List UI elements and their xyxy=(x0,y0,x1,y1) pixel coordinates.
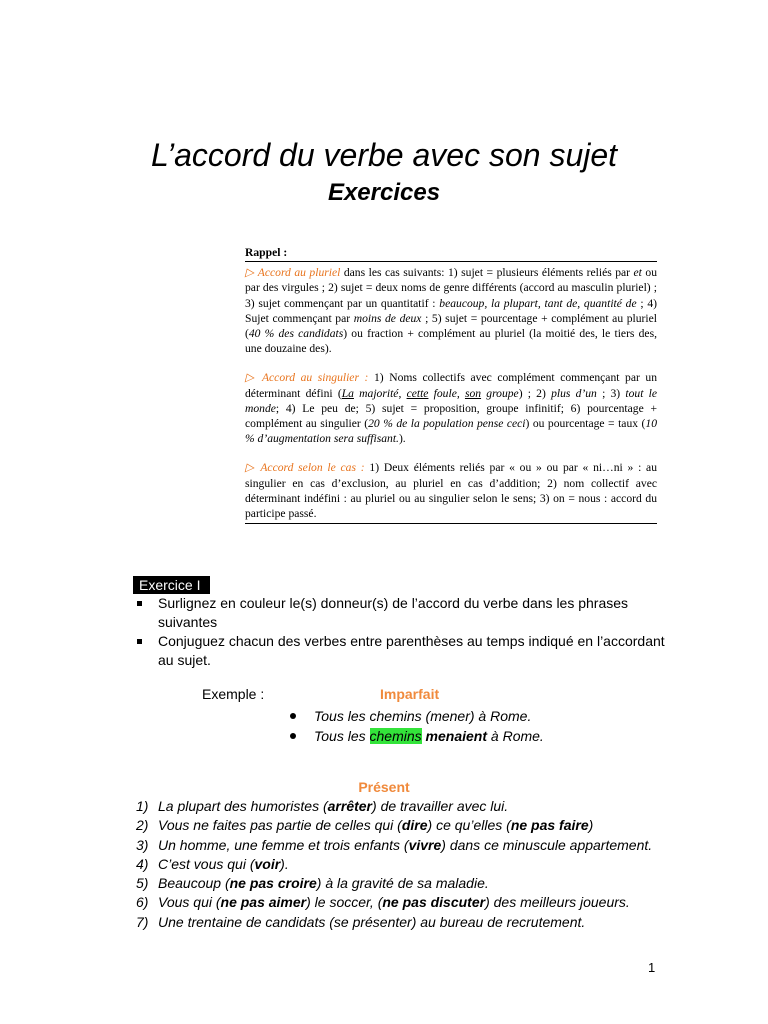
verb-prompt: ne pas discuter xyxy=(382,894,486,911)
rappel-selon-cas-label: ▷ Accord selon le cas : xyxy=(245,461,365,475)
text: 40 % des candidats xyxy=(248,327,344,341)
sentence-number: 7) xyxy=(136,913,149,930)
sentence-item xyxy=(136,913,652,932)
sentence-text: ) dans ce minuscule appartement. xyxy=(441,836,653,853)
sentence-item xyxy=(136,836,652,855)
example-lines xyxy=(288,706,544,746)
text: 10 % d’augmentation sera suffisant. xyxy=(245,417,657,446)
sentence-number: 4) xyxy=(136,855,149,872)
sentence-text: C’est vous qui ( xyxy=(158,855,255,872)
bullet-icon xyxy=(290,713,296,719)
sentence-text: ). xyxy=(280,855,289,872)
example-text: Tous les chemins (mener) à Rome. xyxy=(314,708,532,724)
text: ; 4) Le peu de; 5) sujet = proposition, groupe infinitif; 6) pourcentage + complément au singulier ( xyxy=(245,401,657,431)
instruction-text: Conjuguez chacun des verbes entre parenthèses au temps indiqué en l’accordant au sujet. xyxy=(158,633,665,668)
text: son xyxy=(464,386,482,400)
example-line xyxy=(288,706,544,726)
tense-heading: Présent xyxy=(358,779,410,795)
sentence-item xyxy=(136,816,652,835)
text: ; 4) Sujet commençant par xyxy=(245,296,657,325)
page-number: 1 xyxy=(648,960,656,975)
sentence-text: ) le soccer, ( xyxy=(306,894,383,911)
text: tout le monde xyxy=(245,386,657,415)
text: moins de deux xyxy=(353,311,422,325)
verb-prompt: ne pas faire xyxy=(510,817,589,834)
rappel-heading: Rappel : xyxy=(245,245,657,262)
sentence-text: ) à la gravité de sa maladie. xyxy=(316,875,489,892)
text: ; 5) sujet = pourcentage + complément au pluriel ( xyxy=(245,311,657,341)
text: groupe xyxy=(481,386,519,400)
text: 1) Noms collectifs avec complément commençant par un déterminant défini ( xyxy=(245,371,657,400)
rappel-pluriel-label: ▷ Accord au pluriel xyxy=(245,266,341,280)
sentence-text: Vous ne faites pas partie de celles qui ( xyxy=(158,817,402,834)
sentence-item xyxy=(136,797,652,816)
verb-prompt: ne pas croire xyxy=(229,875,317,892)
instruction-item xyxy=(136,632,666,670)
sentence-number: 5) xyxy=(136,875,149,892)
conjugated-verb: menaient xyxy=(421,728,488,744)
verb-prompt: voir xyxy=(254,855,281,872)
sentence-text: ) des meilleurs joueurs. xyxy=(485,894,630,911)
text: ; 3) xyxy=(596,386,626,400)
square-bullet-icon xyxy=(137,639,142,644)
text: beaucoup, la plupart, tant de, quantité de xyxy=(439,296,637,310)
text: 20 % de la population pense ceci xyxy=(368,417,526,431)
sentence-text: ) xyxy=(588,817,594,834)
verb-prompt: dire xyxy=(401,817,428,834)
text: Tous les xyxy=(314,728,370,744)
sentence-text: ) de travailler avec lui. xyxy=(372,798,509,814)
text: ). xyxy=(398,432,406,446)
sentence-number: 2) xyxy=(136,817,149,834)
sentence-text: ) ce qu’elles ( xyxy=(427,817,511,834)
example-line xyxy=(288,726,544,746)
example-tense: Imparfait xyxy=(380,686,440,702)
exercise-heading: Exercice I xyxy=(133,576,210,594)
rappel-bottom-rule xyxy=(245,523,657,524)
verb-prompt: ne pas aimer xyxy=(220,894,307,911)
sentence-number: 1) xyxy=(136,798,149,814)
highlighted-subject: chemins xyxy=(369,728,422,744)
example-label: Exemple : xyxy=(202,686,265,702)
verb-prompt: arrêter xyxy=(327,798,373,814)
sentence-number: 3) xyxy=(136,836,149,853)
rappel-singulier-label: ▷ Accord au singulier : xyxy=(245,371,369,385)
sentence-list xyxy=(136,797,652,932)
sentence-text: Beaucoup ( xyxy=(158,875,230,892)
rappel-singulier xyxy=(245,370,657,446)
text: foule, xyxy=(428,386,465,400)
instruction-item xyxy=(136,594,666,632)
sentence-text: Une trentaine de candidats (se présenter) au bureau de recrutement. xyxy=(158,913,586,930)
rappel-selon-cas xyxy=(245,460,657,521)
sentence-item xyxy=(136,893,652,912)
text: ) ; 2) xyxy=(518,386,552,400)
page-title: L’accord du verbe avec son sujet xyxy=(150,137,618,173)
text: plus d’un xyxy=(551,386,597,400)
text: ou par des virgules ; 2) sujet = deux noms de genre différents (accord au masculin pluriel) ; 3) sujet commençant par un quantitatif : xyxy=(245,266,657,310)
page-subtitle: Exercices xyxy=(327,179,441,206)
text: à Rome. xyxy=(487,728,544,744)
sentence-text: La plupart des humoristes ( xyxy=(158,798,328,814)
square-bullet-icon xyxy=(137,601,142,606)
rappel-box xyxy=(245,245,657,524)
rappel-pluriel xyxy=(245,265,657,356)
bullet-icon xyxy=(290,733,296,739)
text: dans les cas suivants: 1) sujet = plusieurs éléments reliés par xyxy=(340,266,634,280)
verb-prompt: vivre xyxy=(408,836,442,853)
sentence-number: 6) xyxy=(136,894,149,911)
text: 1) Deux éléments reliés par « ou » ou par « ni…ni » : au singulier en cas d’exclusion, au pluriel en cas d’addition; 2) nom collectif avec déterminant indéfini : au pluriel ou au singulier selon le sens; 3) on = nous : accord du participe passé. xyxy=(245,461,657,521)
text: ) ou fraction + complément au pluriel (la moitié des, le tiers des, une douzaine des). xyxy=(245,327,657,356)
text: et xyxy=(633,266,642,280)
text: ) ou pourcentage = taux ( xyxy=(525,417,646,431)
sentence-item xyxy=(136,874,652,893)
text: majorité, xyxy=(353,386,407,400)
sentence-text: Un homme, une femme et trois enfants ( xyxy=(158,836,409,853)
text: cette xyxy=(406,386,429,400)
instruction-text: Surlignez en couleur le(s) donneur(s) de l’accord du verbe dans les phrases suivantes xyxy=(158,595,629,630)
text: La xyxy=(341,386,354,400)
instructions-list xyxy=(136,594,666,670)
sentence-text: Vous qui ( xyxy=(158,894,221,911)
sentence-item xyxy=(136,855,652,874)
